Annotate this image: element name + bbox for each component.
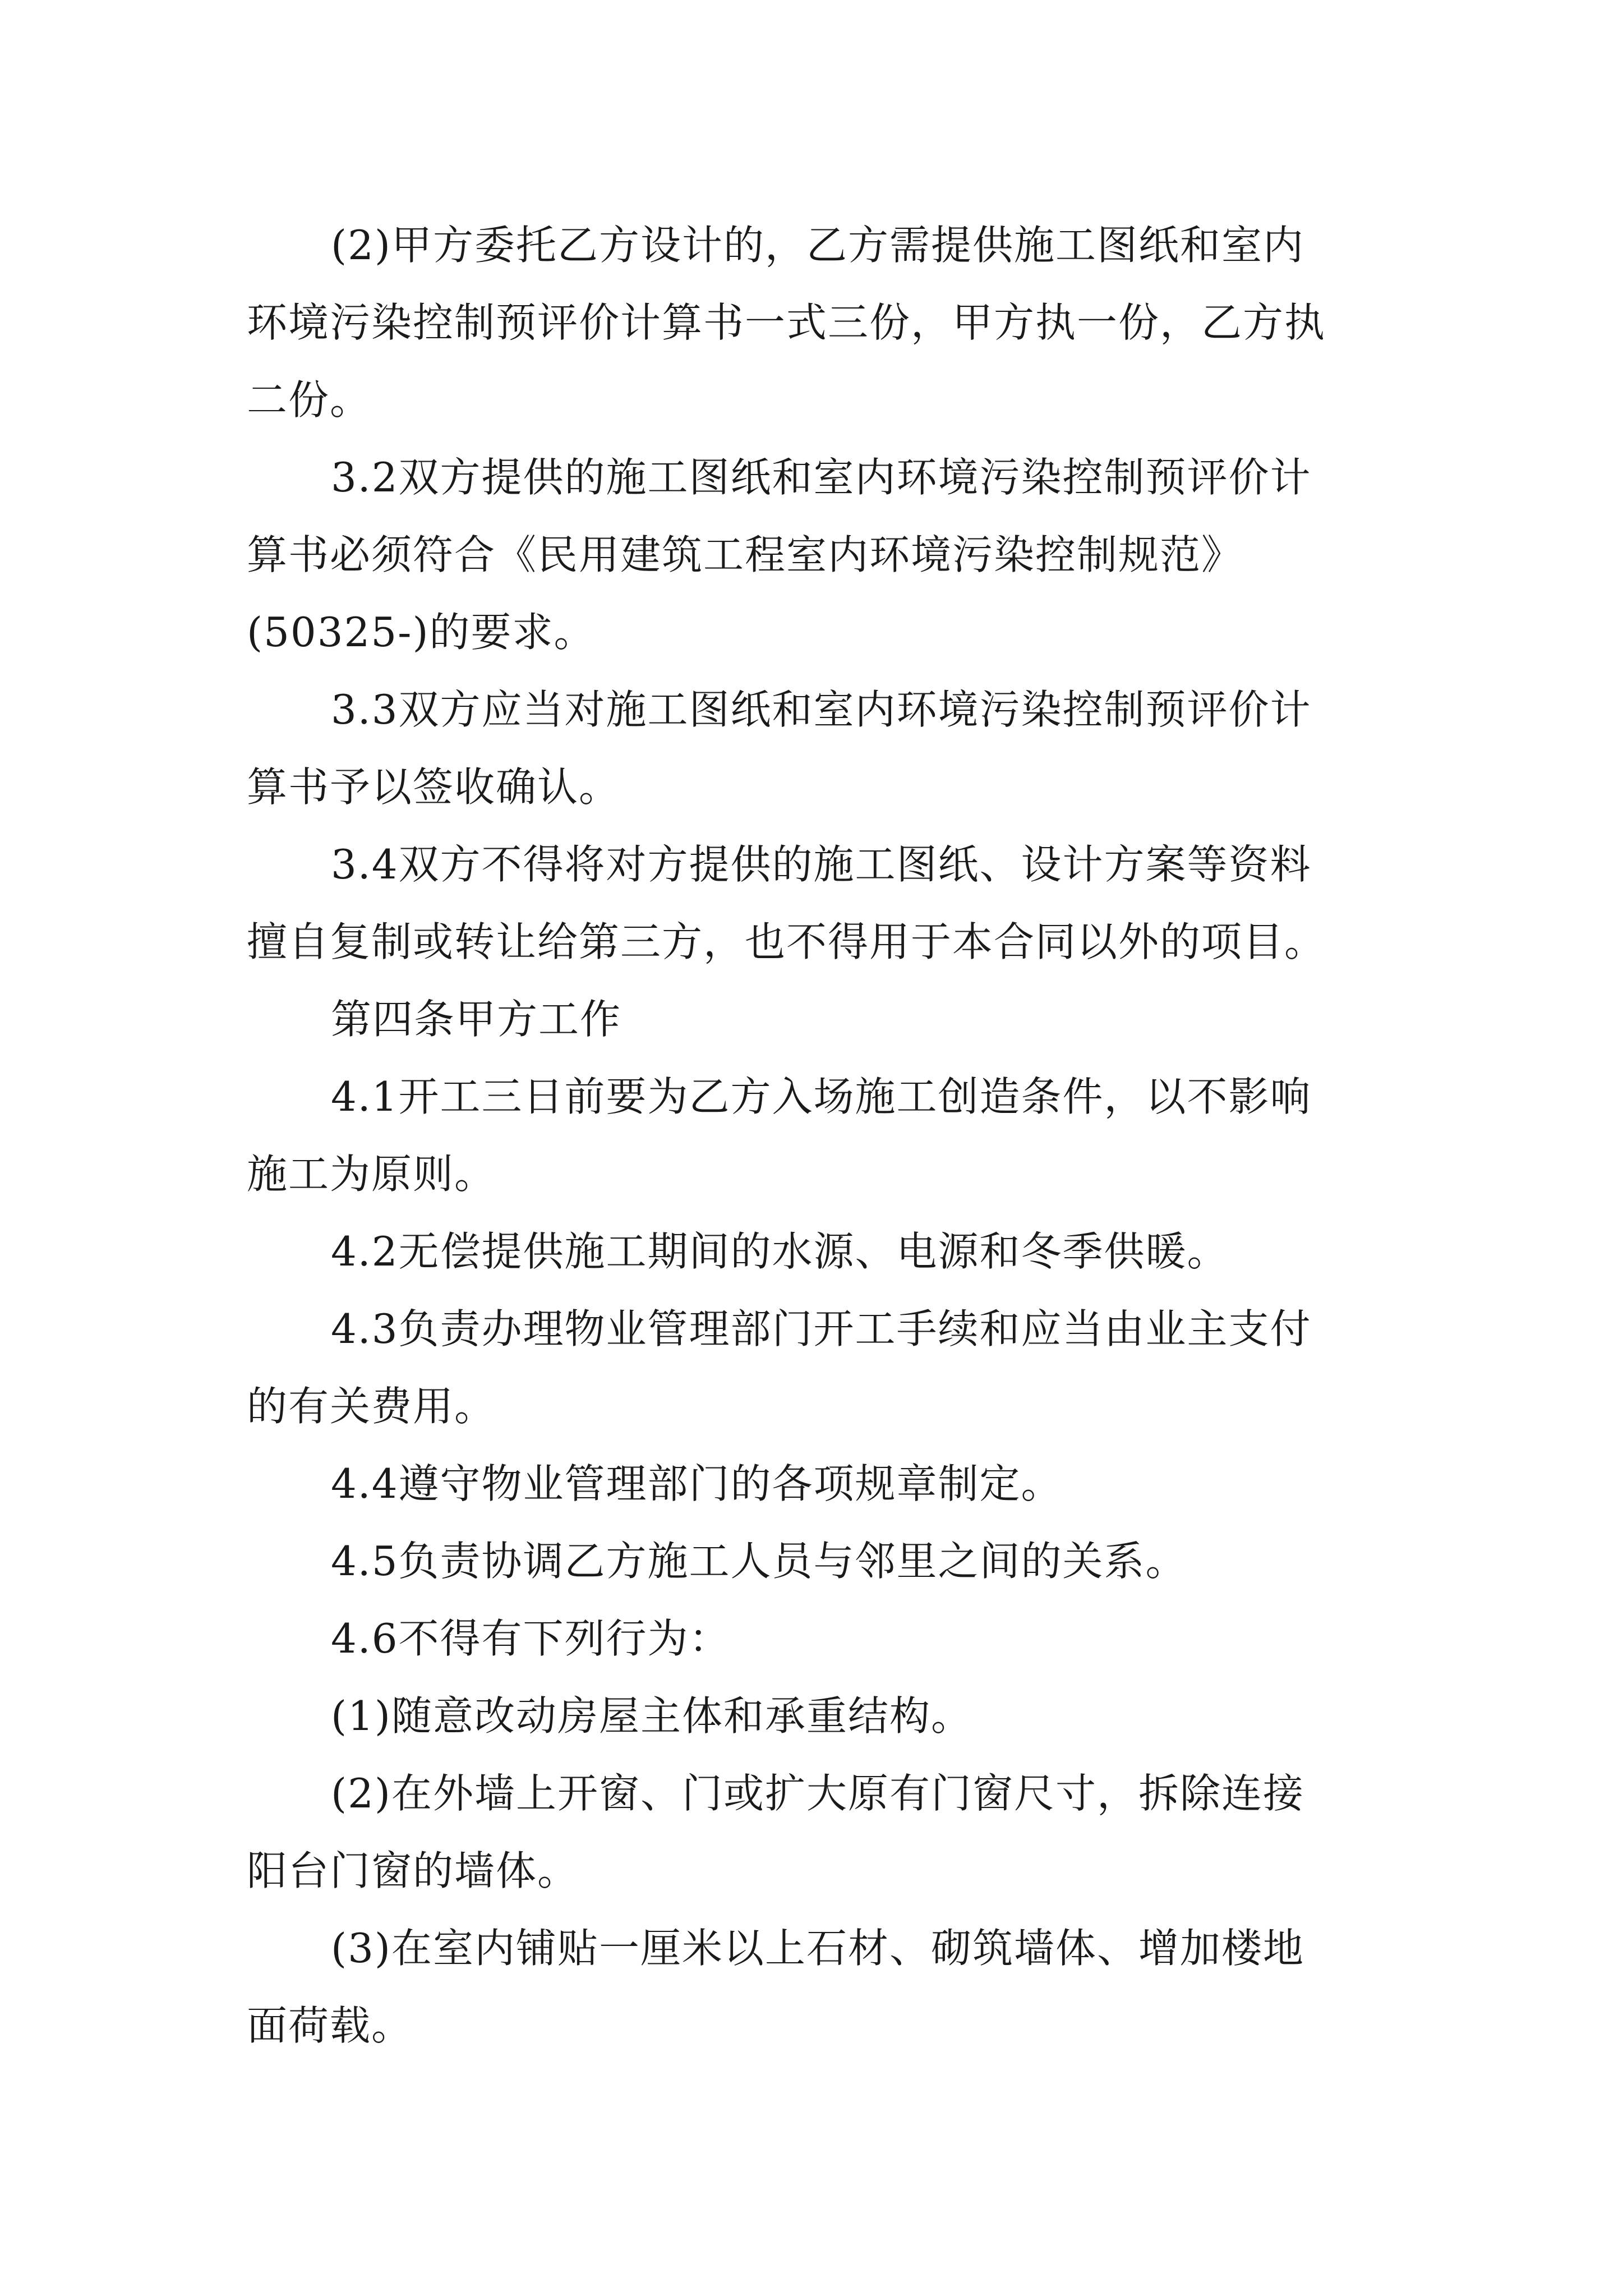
paragraph-line: 算书予以签收确认。 — [247, 763, 621, 811]
paragraph-line: (2)甲方委托乙方设计的，乙方需提供施工图纸和室内 — [331, 222, 1304, 269]
paragraph-line: 4.1开工三日前要为乙方入场施工创造条件，以不影响 — [331, 1073, 1312, 1120]
paragraph-line: 4.3负责办理物业管理部门开工手续和应当由业主支付 — [331, 1305, 1312, 1352]
paragraph-line: 的有关费用。 — [247, 1383, 496, 1430]
paragraph-line: (50325-)的要求。 — [247, 609, 596, 656]
paragraph-line: 施工为原则。 — [247, 1151, 496, 1198]
paragraph-line: 4.5负责协调乙方施工人员与邻里之间的关系。 — [331, 1538, 1187, 1585]
paragraph-line: (2)在外墙上开窗、门或扩大原有门窗尺寸，拆除连接 — [331, 1770, 1304, 1817]
paragraph-line: (3)在室内铺贴一厘米以上石材、砌筑墙体、增加楼地 — [331, 1925, 1304, 1972]
paragraph-line: 二份。 — [247, 376, 372, 424]
paragraph-line: (1)随意改动房屋主体和承重结构。 — [331, 1692, 972, 1740]
paragraph-line: 4.2无偿提供施工期间的水源、电源和冬季供暖。 — [331, 1228, 1229, 1275]
paragraph-line: 3.4双方不得将对方提供的施工图纸、设计方案等资料 — [331, 841, 1312, 888]
section-heading: 第四条甲方工作 — [331, 996, 622, 1043]
document-body — [247, 206, 1453, 2064]
paragraph-line: 环境污染控制预评价计算书一式三份，甲方执一份，乙方执 — [247, 299, 1326, 346]
paragraph-line: 阳台门窗的墙体。 — [247, 1847, 579, 1894]
paragraph-line: 3.2双方提供的施工图纸和室内环境污染控制预评价计 — [331, 454, 1312, 501]
paragraph-line: 面荷载。 — [247, 2002, 413, 2049]
paragraph-line: 4.6不得有下列行为： — [331, 1615, 731, 1662]
paragraph-line: 3.3双方应当对施工图纸和室内环境污染控制预评价计 — [331, 686, 1312, 733]
paragraph-line: 4.4遵守物业管理部门的各项规章制定。 — [331, 1460, 1063, 1507]
paragraph-line: 算书必须符合《民用建筑工程室内环境污染控制规范》 — [247, 531, 1243, 578]
paragraph-line: 擅自复制或转让给第三方，也不得用于本合同以外的项目。 — [247, 918, 1326, 965]
